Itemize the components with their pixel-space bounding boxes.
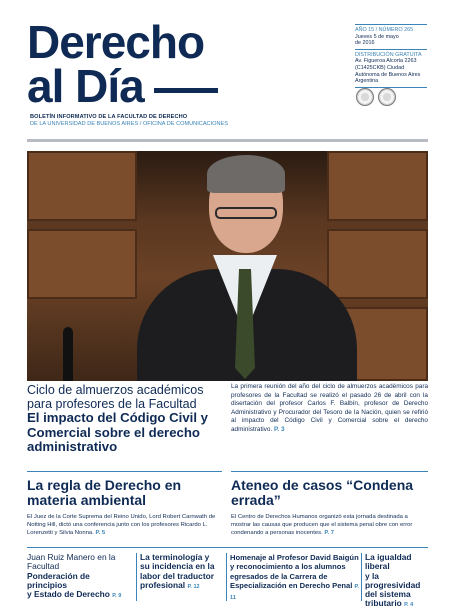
teaser-headline-3: egresados de la Carrera de bbox=[230, 571, 328, 581]
wood-panel bbox=[327, 151, 428, 221]
lead-headline-1: El impacto del Código Civil y bbox=[27, 410, 208, 425]
teaser-headline-1: La terminología y bbox=[140, 552, 210, 562]
story-headline-1: Ateneo de casos “Condena bbox=[231, 477, 414, 493]
teaser-headline-4: tributario bbox=[365, 598, 402, 609]
address-1: Av. Figueroa Alcorta 2263 bbox=[355, 58, 417, 65]
teaser-headline-4: profesional bbox=[140, 579, 186, 590]
masthead-subtitle bbox=[30, 114, 228, 128]
seals bbox=[356, 88, 396, 106]
university-seal-icon bbox=[356, 88, 374, 106]
story-headline-2: materia ambiental bbox=[27, 492, 147, 508]
microphone bbox=[63, 327, 73, 381]
title-line-2: al Día bbox=[27, 60, 144, 112]
story-environment bbox=[27, 478, 222, 538]
address-4: Argentina bbox=[355, 78, 379, 85]
distribution-label: DISTRIBUCIÓN GRATUITA bbox=[355, 51, 422, 58]
address-3: Autónoma de Buenos Aires bbox=[355, 71, 421, 78]
teaser-headline-2: y reconocimiento a los alumnos bbox=[230, 562, 346, 572]
teaser-page-ref[interactable]: P. 9 bbox=[112, 593, 122, 600]
masthead-title bbox=[27, 16, 257, 112]
lead-kicker-2: para profesores de la Facultad bbox=[27, 397, 197, 411]
teaser-page-ref[interactable]: P. 11 bbox=[230, 583, 360, 602]
teaser-headline-1: Homenaje al Profesor David Baigún bbox=[230, 553, 359, 562]
divider bbox=[27, 471, 222, 472]
lead-page-ref[interactable]: P. 3 bbox=[273, 425, 285, 433]
teaser-baigun bbox=[230, 553, 364, 603]
story-body: El Juez de la Corte Suprema del Reino Unido, Lord Robert Carnwath de Notting Hill, dictó una conferencia junto con los profesores Ricardo L. Lorenzetti y Silvia Nonna. bbox=[27, 514, 216, 537]
lead-story-heading bbox=[27, 383, 223, 455]
teaser-headline-1: La igualdad liberal bbox=[365, 552, 412, 572]
subtitle-line-2: DE LA UNIVERSIDAD DE BUENOS AIRES / OFICINA DE COMUNICACIONES bbox=[30, 121, 228, 127]
story-headline-2: errada” bbox=[231, 492, 281, 508]
divider bbox=[355, 24, 427, 25]
teaser-page-ref[interactable]: P. 4 bbox=[404, 602, 414, 609]
teaser-headline-1: Ponderación de principios bbox=[27, 570, 90, 590]
story-page-ref[interactable]: P. 5 bbox=[95, 530, 106, 537]
teaser-terminologia bbox=[140, 553, 228, 592]
issue-date-1: Jueves 5 de mayo bbox=[355, 33, 399, 40]
story-page-ref[interactable]: P. 7 bbox=[324, 530, 335, 537]
title-dash bbox=[154, 88, 218, 93]
teaser-headline-2: y Estado de Derecho bbox=[27, 589, 110, 600]
column-divider bbox=[226, 553, 227, 601]
issue-date-2: de 2016 bbox=[355, 40, 375, 47]
teaser-headline-3: del sistema bbox=[365, 589, 411, 600]
wood-panel bbox=[27, 151, 137, 221]
teaser-ruiz-manero bbox=[27, 553, 131, 601]
speaker-glasses bbox=[215, 207, 277, 219]
teaser-headline-2: y la progresividad bbox=[365, 570, 421, 590]
issue-info bbox=[355, 22, 427, 90]
title-line-1: Derecho bbox=[27, 16, 205, 68]
top-divider bbox=[27, 139, 428, 142]
lead-kicker-1: Ciclo de almuerzos académicos bbox=[27, 383, 204, 397]
teaser-headline-2: su incidencia en la bbox=[140, 561, 215, 572]
lead-story-body bbox=[231, 383, 428, 435]
teaser-headline-3: labor del traductor bbox=[140, 570, 214, 581]
teaser-kicker-1: Juan Ruiz Manero en la bbox=[27, 552, 116, 562]
column-divider bbox=[136, 553, 137, 601]
teaser-headline-4: Especialización en Derecho Penal bbox=[230, 580, 353, 590]
teaser-igualdad bbox=[365, 553, 435, 611]
divider bbox=[355, 49, 427, 50]
teaser-kicker-2: Facultad bbox=[27, 561, 60, 572]
cover-photo bbox=[27, 151, 428, 381]
address-2: (C1425CKB) Ciudad bbox=[355, 64, 405, 71]
wood-panel bbox=[327, 229, 428, 299]
story-headline-1: La regla de Derecho en bbox=[27, 477, 182, 493]
lead-body: La primera reunión del año del ciclo de almuerzos académicos para profesores de la Facultad se realizó el pasado 26 de abril con la disertación del profesor Carlos F. Balbín, profesor de Derecho Administrativo y Procurador del Tesoro de la Nación, quien se refirió al impacto del Código Civil y Comercial sobre el derecho administrativo. bbox=[231, 383, 428, 433]
story-ateneo bbox=[231, 478, 428, 538]
teaser-page-ref[interactable]: P. 12 bbox=[187, 583, 200, 590]
wood-panel bbox=[27, 229, 137, 299]
speaker-hair bbox=[207, 155, 285, 193]
subtitle-line-1: BOLETÍN INFORMATIVO DE LA FACULTAD DE DERECHO bbox=[30, 114, 188, 120]
divider bbox=[231, 471, 428, 472]
issue-number: AÑO 15 / NÚMERO 265 bbox=[355, 27, 414, 33]
lead-headline-3: administrativo bbox=[27, 439, 118, 454]
faculty-seal-icon bbox=[378, 88, 396, 106]
column-divider bbox=[361, 553, 362, 601]
lead-headline-2: Comercial sobre el derecho bbox=[27, 424, 200, 440]
divider bbox=[27, 547, 428, 548]
story-body: El Centro de Derechos Humanos organizó esta jornada destinada a mostrar las causas que producen que el sistema penal obre con error condenando a personas inocentes. bbox=[231, 514, 413, 537]
